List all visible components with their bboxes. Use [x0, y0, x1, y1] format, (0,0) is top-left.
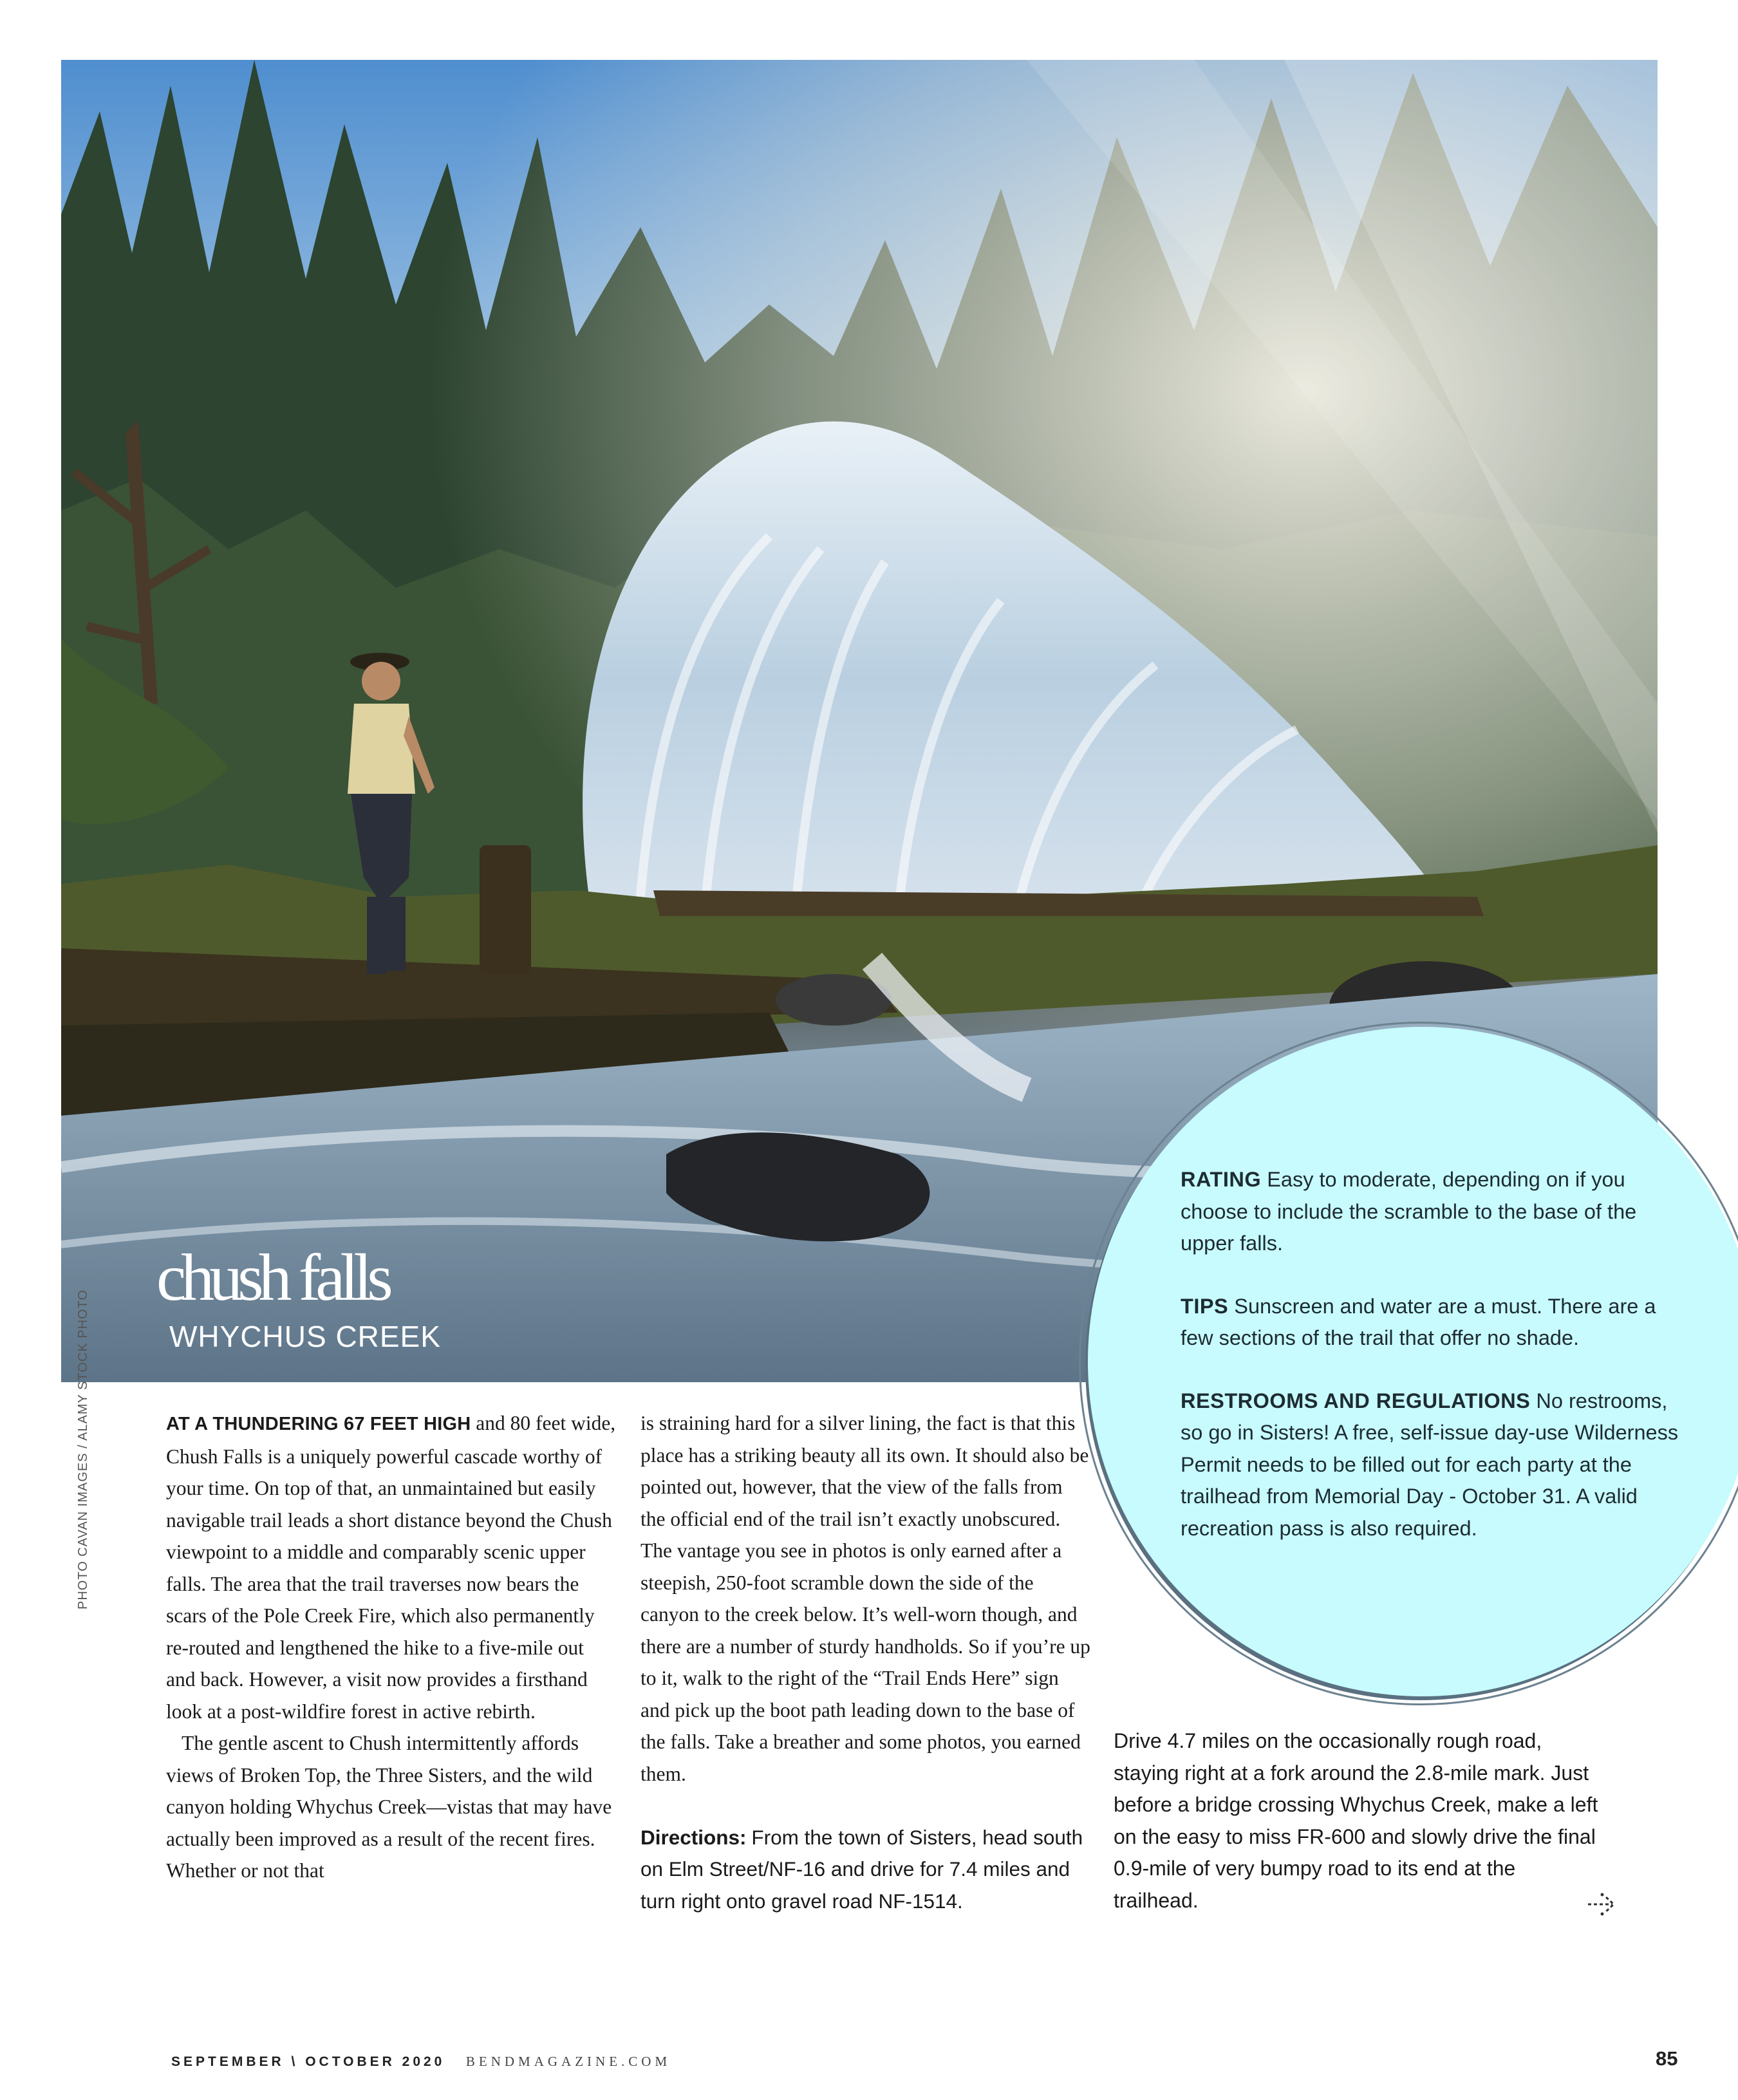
footer-issue: SEPTEMBER \ OCTOBER 2020: [171, 2054, 445, 2069]
directions-paragraph: [640, 1822, 1091, 1918]
hero-subtitle: WHYCHUS CREEK: [169, 1320, 441, 1353]
tips-label: TIPS: [1181, 1294, 1229, 1318]
restrooms-label: RESTROOMS AND REGULATIONS: [1181, 1389, 1531, 1412]
tips-section: [1181, 1291, 1683, 1355]
article-paragraph-2: The gentle ascent to Chush intermittently affords views of Broken Top, the Three Sisters, and the wild canyon holding Whychus Creek—vistas that may have actually been improved as a result of the recent fires. Whether or not that: [166, 1732, 612, 1882]
rating-section: [1181, 1164, 1683, 1260]
hero-title: chush falls: [156, 1241, 388, 1315]
article-column-1: [166, 1407, 617, 1887]
article-paragraph-3: is straining hard for a silver lining, the fact is that this place has a striking beauty all its own. It should also be pointed out, however, that the view of the falls from the official end of the trail isn’t exactly unobscured. The vantage you see in photos is only earned after a steepish, 250-foot scramble down the side of the canyon to the creek below. It’s well-worn though, and there are a number of sturdy handholds. So if you’re up to it, walk to the right of the “Trail Ends Here” sign and pick up the boot path leading down to the base of the falls. Take a breather and some photos, you earned them.: [640, 1412, 1090, 1785]
paragraph-1-text: and 80 feet wide, Chush Falls is a uniquely powerful cascade worthy of your time. On top of that, an unmaintained but easily navigable trail leads a short distance beyond the Chush viewpoint to a middle and comparably scenic upper falls. The area that the trail traverses now bears the scars of the Pole Creek Fire, which also permanently re-routed and lengthened the hike to a five-mile out and back. However, a visit now provides a firsthand look at a post-wildfire forest in active rebirth.: [166, 1412, 616, 1723]
info-panel: [1181, 1164, 1683, 1575]
restrooms-text: No restrooms, so go in Sisters! A free, self-issue day-use Wilderness Permit needs to be filled out for each party at the trailhead from Memorial Day - October 31. A valid recreation pass is also required.: [1181, 1389, 1679, 1540]
restrooms-section: [1181, 1385, 1683, 1545]
directions-text: From the town of Sisters, head south on Elm Street/NF-16 and drive for 7.4 miles and turn right onto gravel road NF-1514.: [640, 1825, 1083, 1913]
article-paragraph-1: [166, 1407, 617, 1727]
directions-label: Directions:: [640, 1825, 747, 1849]
tips-text: Sunscreen and water are a must. There are a few sections of the trail that offer no shade.: [1181, 1294, 1656, 1349]
rating-label: RATING: [1181, 1168, 1262, 1191]
article-column-3: [1114, 1725, 1603, 1917]
page-number: 85: [1656, 2047, 1678, 2070]
lead-in: AT A THUNDERING 67 FEET HIGH: [166, 1414, 471, 1434]
photo-credit: PHOTO CAVAN IMAGES / ALAMY STOCK PHOTO: [76, 1289, 90, 1609]
footer-issue-line: [171, 2054, 671, 2070]
rating-text: Easy to moderate, depending on if you choose to include the scramble to the base of the upper falls.: [1181, 1168, 1637, 1255]
continue-arrow-icon: [1587, 1891, 1618, 1918]
footer-site-link[interactable]: BENDMAGAZINE.COM: [465, 2054, 671, 2069]
article-column-2: [640, 1407, 1091, 1917]
article-paragraph-4: Drive 4.7 miles on the occasionally rough road, staying right at a fork around the 2.8-mile mark. Just before a bridge crossing Whychus Creek, make a left on the easy to miss FR-600 and slowly drive the final 0.9-mile of very bumpy road to its end at the trailhead.: [1114, 1729, 1598, 1912]
